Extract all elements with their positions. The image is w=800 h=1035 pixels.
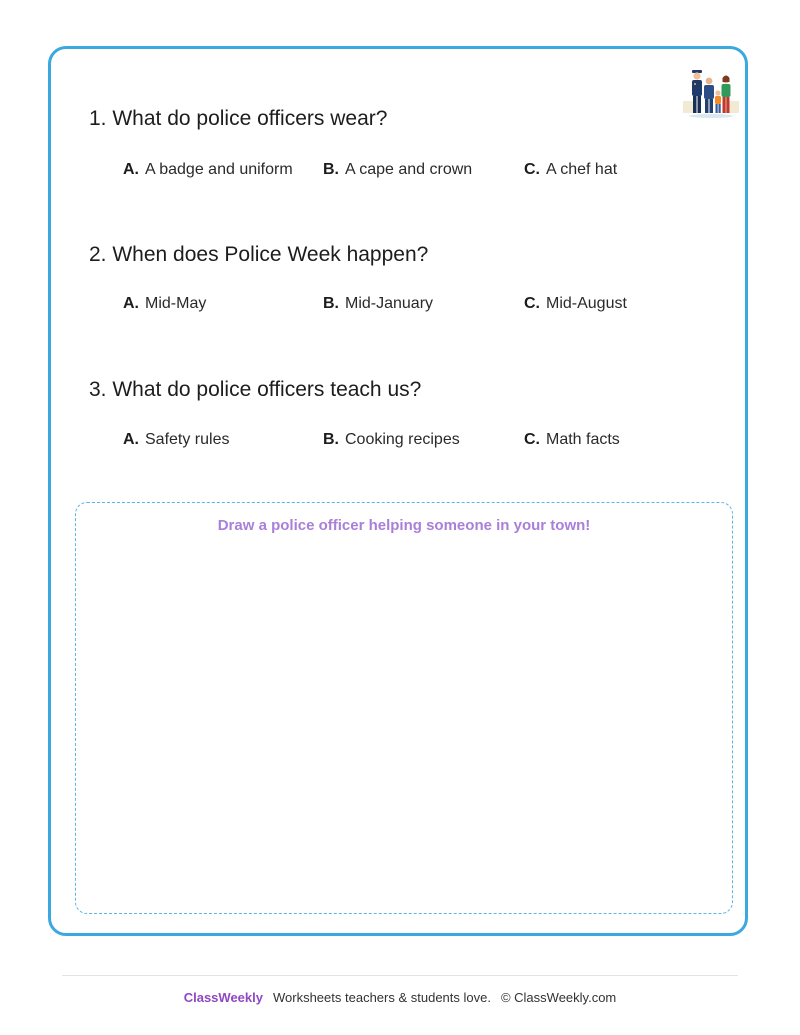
worksheet-card [48, 46, 748, 936]
option-text: A cape and crown [345, 161, 473, 178]
option-text: Mid-January [345, 295, 434, 312]
footer-brand: ClassWeekly [183, 990, 263, 1005]
police-officers-with-family-icon [681, 61, 741, 121]
option-text: Mid-May [145, 295, 207, 312]
option-a[interactable] [123, 295, 206, 313]
option-letter: B. [323, 295, 339, 312]
question-2: 2. When does Police Week happen? [89, 243, 429, 266]
footer-divider [62, 975, 738, 976]
option-text: Mid-August [546, 295, 627, 312]
option-c[interactable] [524, 161, 617, 179]
option-text: Math facts [546, 431, 620, 448]
question-2-options [123, 295, 723, 317]
footer-tagline: Worksheets teachers & students love. [272, 990, 491, 1005]
option-letter: A. [123, 161, 139, 178]
option-text: A chef hat [546, 161, 618, 178]
option-c[interactable] [524, 295, 627, 313]
option-letter: A. [123, 295, 139, 312]
option-letter: A. [123, 431, 139, 448]
drawing-prompt: Draw a police officer helping someone in your town! [217, 517, 591, 534]
option-letter: C. [524, 295, 540, 312]
question-1: 1. What do police officers wear? [89, 107, 388, 130]
option-b[interactable] [323, 161, 472, 179]
option-letter: B. [323, 161, 339, 178]
question-3: 3. What do police officers teach us? [89, 378, 422, 401]
option-a[interactable] [123, 431, 229, 449]
option-text: Cooking recipes [345, 431, 460, 448]
question-3-options [123, 431, 723, 453]
option-letter: B. [323, 431, 339, 448]
option-text: Safety rules [145, 431, 230, 448]
option-b[interactable] [323, 431, 460, 449]
option-text: A badge and uniform [145, 161, 293, 178]
footer-copyright: © ClassWeekly.com [500, 990, 617, 1005]
option-a[interactable] [123, 161, 293, 179]
footer [0, 990, 800, 1005]
option-letter: C. [524, 161, 540, 178]
option-b[interactable] [323, 295, 433, 313]
option-letter: C. [524, 431, 540, 448]
option-c[interactable] [524, 431, 620, 449]
drawing-area[interactable] [75, 502, 733, 914]
question-1-options [123, 161, 723, 183]
